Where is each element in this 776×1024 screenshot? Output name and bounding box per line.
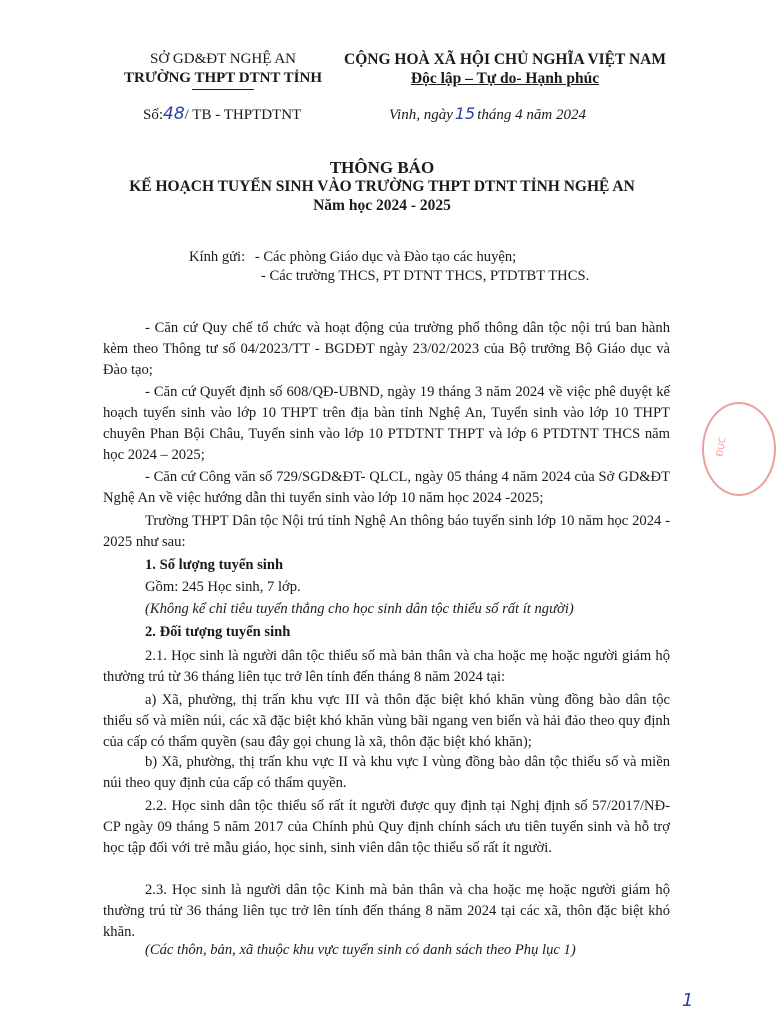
section-1-text: Gồm: 245 Học sinh, 7 lớp. (145, 579, 301, 595)
recipients-label: Kính gửi: (189, 249, 246, 265)
page-number: 1 (682, 990, 694, 1011)
paragraph-legal-basis-2: - Căn cứ Quyết định số 608/QĐ-UBND, ngày 19 tháng 3 năm 2024 về việc phê duyệt kế hoạch tuyển sinh vào lớp 10 THPT trên địa bàn tỉnh Nghệ An, Tuyển sinh vào lớp 10 THPT chuyên Phan Bội Châu, Tuyển sinh vào lớp 10 PTDTNT THPT và lớp 6 PTDTNT THCS năm học 2024 – 2025; (103, 384, 670, 463)
org-parent: SỞ GD&ĐT NGHỆ AN (150, 51, 296, 67)
paragraph-legal-basis-1: - Căn cứ Quy chế tổ chức và hoạt động của trường phổ thông dân tộc nội trú ban hành kèm theo Thông tư số 04/2023/TT - BGDĐT ngày 23/02/2023 của Bộ trưởng Bộ Giáo dục và Đào tạo; (103, 320, 670, 378)
recipient-2: - Các trường THCS, PT DTNT THCS, PTDTBT THCS. (261, 268, 590, 284)
appendix-note: (Các thôn, bản, xã thuộc khu vực tuyển sinh có danh sách theo Phụ lục 1) (145, 942, 576, 958)
stamp-seal (702, 402, 776, 496)
paragraph-2-3: 2.3. Học sinh là người dân tộc Kinh mà bản thân và cha hoặc mẹ hoặc người giám hộ thường trú từ 36 tháng liên tục trở lên tính đến tháng 8 năm 2024 tại các xã, thôn đặc biệt khó khăn. (103, 882, 670, 940)
doc-date: Vinh, ngày 15 tháng 4 năm 2024 (389, 104, 586, 123)
doc-number-handwritten: 48 (163, 104, 185, 124)
paragraph-2-1-b: b) Xã, phường, thị trấn khu vực II và khu vực I vùng đồng bào dân tộc thiểu số và miền núi theo quy định của cấp có thẩm quyền. (103, 754, 670, 791)
org-underline (192, 89, 254, 90)
paragraph-legal-basis-3: - Căn cứ Công văn số 729/SGD&ĐT- QLCL, ngày 05 tháng 4 năm 2024 của Sở GD&ĐT Nghệ An về việc hướng dẫn thi tuyển sinh vào lớp 10 năm học 2024 -2025; (103, 469, 670, 506)
org-school: TRƯỜNG THPT DTNT TỈNH (124, 70, 322, 86)
doc-subtitle: KẾ HOẠCH TUYỂN SINH VÀO TRƯỜNG THPT DTNT TỈNH NGHỆ AN (129, 178, 635, 195)
section-1-note: (Không kể chỉ tiêu tuyển thẳng cho học sinh dân tộc thiểu số rất ít người) (145, 601, 574, 617)
section-2-heading: 2. Đối tượng tuyển sinh (145, 624, 291, 640)
date-day-handwritten: 15 (454, 104, 476, 123)
motto: Độc lập – Tự do- Hạnh phúc (410, 70, 600, 87)
section-1-heading: 1. Số lượng tuyển sinh (145, 557, 284, 573)
school-year: Năm học 2024 - 2025 (313, 197, 451, 214)
doc-title: THÔNG BÁO (329, 158, 435, 177)
paragraph-2-2: 2.2. Học sinh dân tộc thiểu số rất ít người được quy định tại Nghị định số 57/2017/NĐ-CP ngày 09 tháng 5 năm 2017 của Chính phủ Quy định chính sách ưu tiên tuyển sinh và hỗ trợ học tập đối với trẻ mẫu giáo, học sinh, sinh viên dân tộc thiểu số rất ít người. (103, 798, 670, 856)
paragraph-2-1: 2.1. Học sinh là người dân tộc thiểu số mà bản thân và cha hoặc mẹ hoặc người giám hộ thường trú từ 36 tháng liên tục trở lên tính đến tháng 8 năm 2024 tại: (103, 648, 670, 685)
recipients (189, 247, 516, 268)
stamp-text: ĐỤC (715, 436, 729, 458)
paragraph-announcement: Trường THPT Dân tộc Nội trú tỉnh Nghệ An thông báo tuyển sinh lớp 10 năm học 2024 - 2025 như sau: (103, 513, 670, 550)
doc-number: Số:48/ TB - THPTDTNT (143, 104, 302, 124)
country-name: CỘNG HOÀ XÃ HỘI CHỦ NGHĨA VIỆT NAM (344, 51, 666, 68)
paragraph-2-1-a: a) Xã, phường, thị trấn khu vực III và thôn đặc biệt khó khăn vùng đồng bào dân tộc thiểu số và miền núi, các xã đặc biệt khó khăn vùng bãi ngang ven biển và hải đảo theo quy định của cấp có thẩm quyền (sau đây gọi chung là xã, thôn đặc biệt khó khăn); (103, 692, 670, 750)
recipient-1: - Các phòng Giáo dục và Đào tạo các huyện; (254, 249, 517, 265)
